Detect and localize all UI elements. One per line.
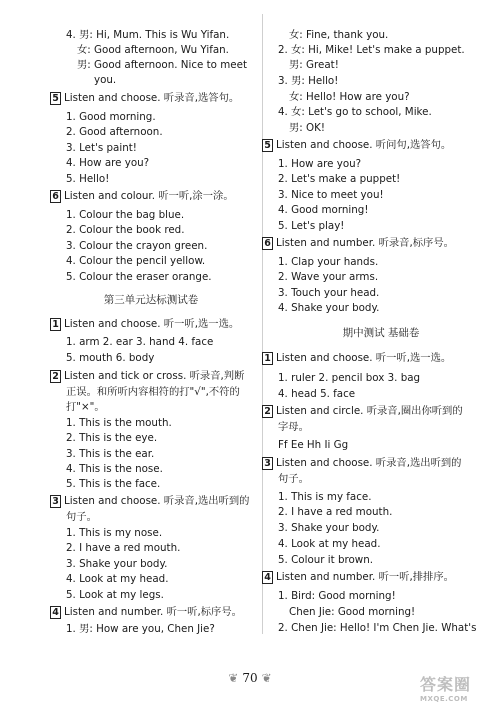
section-6-heading bbox=[50, 189, 234, 204]
watermark-sub: MXQE.COM bbox=[420, 695, 468, 703]
section-title: Listen and number. 听一听,标序号。 bbox=[64, 606, 242, 618]
section-title: Listen and number. 听一听,排排序。 bbox=[276, 571, 454, 583]
list-item: 5. mouth 6. body bbox=[66, 352, 155, 364]
list-item: 1. Bird: Good morning! bbox=[278, 590, 396, 602]
section-title: Listen and choose. 听问句,选答句。 bbox=[276, 139, 452, 151]
dialog-line: 女: Hello! How are you? bbox=[289, 91, 410, 103]
u1-heading bbox=[50, 317, 239, 332]
list-item: 3. Shake your body. bbox=[278, 522, 380, 534]
section-number: 4 bbox=[262, 571, 273, 584]
section-title: Listen and colour. 听一听,涂一涂。 bbox=[64, 190, 234, 202]
section-number: 1 bbox=[262, 352, 273, 365]
dialog-line: 4. 男: Hi, Mum. This is Wu Yifan. bbox=[66, 29, 230, 41]
page-number: 70 bbox=[242, 671, 258, 685]
list-item: 1. Good morning. bbox=[66, 111, 156, 123]
list-item: 1. ruler 2. pencil box 3. bag bbox=[278, 372, 421, 384]
list-item: 2. Chen Jie: Hello! I'm Chen Jie. What's bbox=[278, 622, 477, 634]
list-item: 1. This is my face. bbox=[278, 491, 372, 503]
list-item: 5. Colour the eraser orange. bbox=[66, 271, 212, 283]
list-item: 5. Let's play! bbox=[278, 220, 345, 232]
dialog-line: 4. 女: Let's go to school, Mike. bbox=[278, 106, 432, 118]
page-footer bbox=[215, 665, 285, 691]
wing-right-icon: ❦ bbox=[261, 671, 272, 685]
section-number: 1 bbox=[50, 318, 61, 331]
dialog-line: 男: Great! bbox=[289, 59, 339, 71]
list-item: 4. head 5. face bbox=[278, 388, 356, 400]
section-number: 5 bbox=[50, 92, 61, 105]
list-item: 1. 男: How are you, Chen Jie? bbox=[66, 623, 215, 635]
list-item: 5. This is the face. bbox=[66, 478, 161, 490]
list-item: 2. Good afternoon. bbox=[66, 126, 163, 138]
midterm-title: 期中测试 基础卷 bbox=[342, 327, 420, 339]
section-number: 6 bbox=[262, 237, 273, 250]
list-item: 5. Colour it brown. bbox=[278, 554, 374, 566]
wing-left-icon: ❦ bbox=[228, 671, 239, 685]
m2-heading bbox=[262, 404, 463, 419]
section-title: Listen and choose. 听录音,选出听到的 bbox=[64, 495, 250, 507]
section-title-line: 句子。 bbox=[66, 511, 97, 523]
section-number: 3 bbox=[50, 495, 61, 508]
m4-heading bbox=[262, 570, 454, 585]
list-item: 1. This is the mouth. bbox=[66, 417, 172, 429]
section-title: Listen and choose. 听录音,选答句。 bbox=[64, 92, 240, 104]
u3-heading bbox=[50, 494, 249, 509]
section-title: Listen and circle. 听录音,圈出你听到的 bbox=[276, 405, 463, 417]
watermark bbox=[420, 672, 471, 703]
section-5-heading bbox=[262, 138, 451, 153]
section-title: Listen and choose. 听一听,选一选。 bbox=[276, 352, 452, 364]
list-item: 3. Shake your body. bbox=[66, 558, 168, 570]
u2-heading bbox=[50, 369, 244, 384]
watermark-main: 答案圈 bbox=[420, 675, 472, 694]
list-item: 1. arm 2. ear 3. hand 4. face bbox=[66, 336, 214, 348]
section-title-line: 字母。 bbox=[278, 421, 309, 433]
list-item: Chen Jie: Good morning! bbox=[289, 606, 416, 618]
list-item: 4. Shake your body. bbox=[278, 302, 380, 314]
section-number: 6 bbox=[50, 190, 61, 203]
list-item: 5. Look at my legs. bbox=[66, 589, 164, 601]
list-item: 2. Wave your arms. bbox=[278, 271, 379, 283]
section-number: 2 bbox=[50, 370, 61, 383]
section-title: Listen and choose. 听一听,选一选。 bbox=[64, 318, 240, 330]
list-item: 1. This is my nose. bbox=[66, 527, 163, 539]
section-title: Listen and number. 听录音,标序号。 bbox=[276, 237, 454, 249]
list-item: 2. Colour the book red. bbox=[66, 224, 185, 236]
list-item: 3. This is the ear. bbox=[66, 448, 155, 460]
section-title: Listen and tick or cross. 听录音,判断 bbox=[64, 370, 245, 382]
list-item: 1. How are you? bbox=[278, 158, 362, 170]
section-number: 4 bbox=[50, 606, 61, 619]
u4-heading bbox=[50, 605, 242, 620]
column-divider bbox=[262, 14, 263, 634]
dialog-line: 3. 男: Hello! bbox=[278, 75, 339, 87]
list-item: 1. Colour the bag blue. bbox=[66, 209, 185, 221]
section-title-line: 正误。和所听内容相符的打"√",不符的 bbox=[66, 386, 240, 398]
section-title: Listen and choose. 听录音,选出听到的 bbox=[276, 457, 462, 469]
letters-row: Ff Ee Hh Ii Gg bbox=[278, 439, 349, 451]
unit-3-title: 第三单元达标测试卷 bbox=[103, 294, 199, 306]
section-title-line: 句子。 bbox=[278, 473, 309, 485]
list-item: 4. Look at my head. bbox=[66, 573, 169, 585]
list-item: 5. Hello! bbox=[66, 173, 110, 185]
list-item: 2. Let's make a puppet! bbox=[278, 173, 401, 185]
section-number: 3 bbox=[262, 457, 273, 470]
list-item: 4. This is the nose. bbox=[66, 463, 163, 475]
list-item: 1. Clap your hands. bbox=[278, 256, 379, 268]
list-item: 2. I have a red mouth. bbox=[278, 506, 393, 518]
dialog-line: 女: Fine, thank you. bbox=[289, 29, 389, 41]
section-title-line: 打"×"。 bbox=[66, 401, 105, 413]
dialog-line: you. bbox=[94, 74, 117, 86]
m1-heading bbox=[262, 351, 451, 366]
list-item: 3. Touch your head. bbox=[278, 287, 380, 299]
section-number: 2 bbox=[262, 405, 273, 418]
list-item: 3. Let's paint! bbox=[66, 142, 137, 154]
dialog-line: 男: OK! bbox=[289, 122, 326, 134]
list-item: 3. Nice to meet you! bbox=[278, 189, 384, 201]
list-item: 4. Good morning! bbox=[278, 204, 369, 216]
dialog-line: 男: Good afternoon. Nice to meet bbox=[77, 59, 247, 71]
list-item: 4. Colour the pencil yellow. bbox=[66, 255, 206, 267]
section-5-heading bbox=[50, 91, 239, 106]
dialog-line: 女: Good afternoon, Wu Yifan. bbox=[77, 44, 229, 56]
section-6-heading bbox=[262, 236, 454, 251]
list-item: 2. This is the eye. bbox=[66, 432, 158, 444]
list-item: 4. Look at my head. bbox=[278, 538, 381, 550]
list-item: 4. How are you? bbox=[66, 157, 150, 169]
section-number: 5 bbox=[262, 139, 273, 152]
dialog-line: 2. 女: Hi, Mike! Let's make a puppet. bbox=[278, 44, 465, 56]
list-item: 2. I have a red mouth. bbox=[66, 542, 181, 554]
m3-heading bbox=[262, 456, 461, 471]
list-item: 3. Colour the crayon green. bbox=[66, 240, 208, 252]
